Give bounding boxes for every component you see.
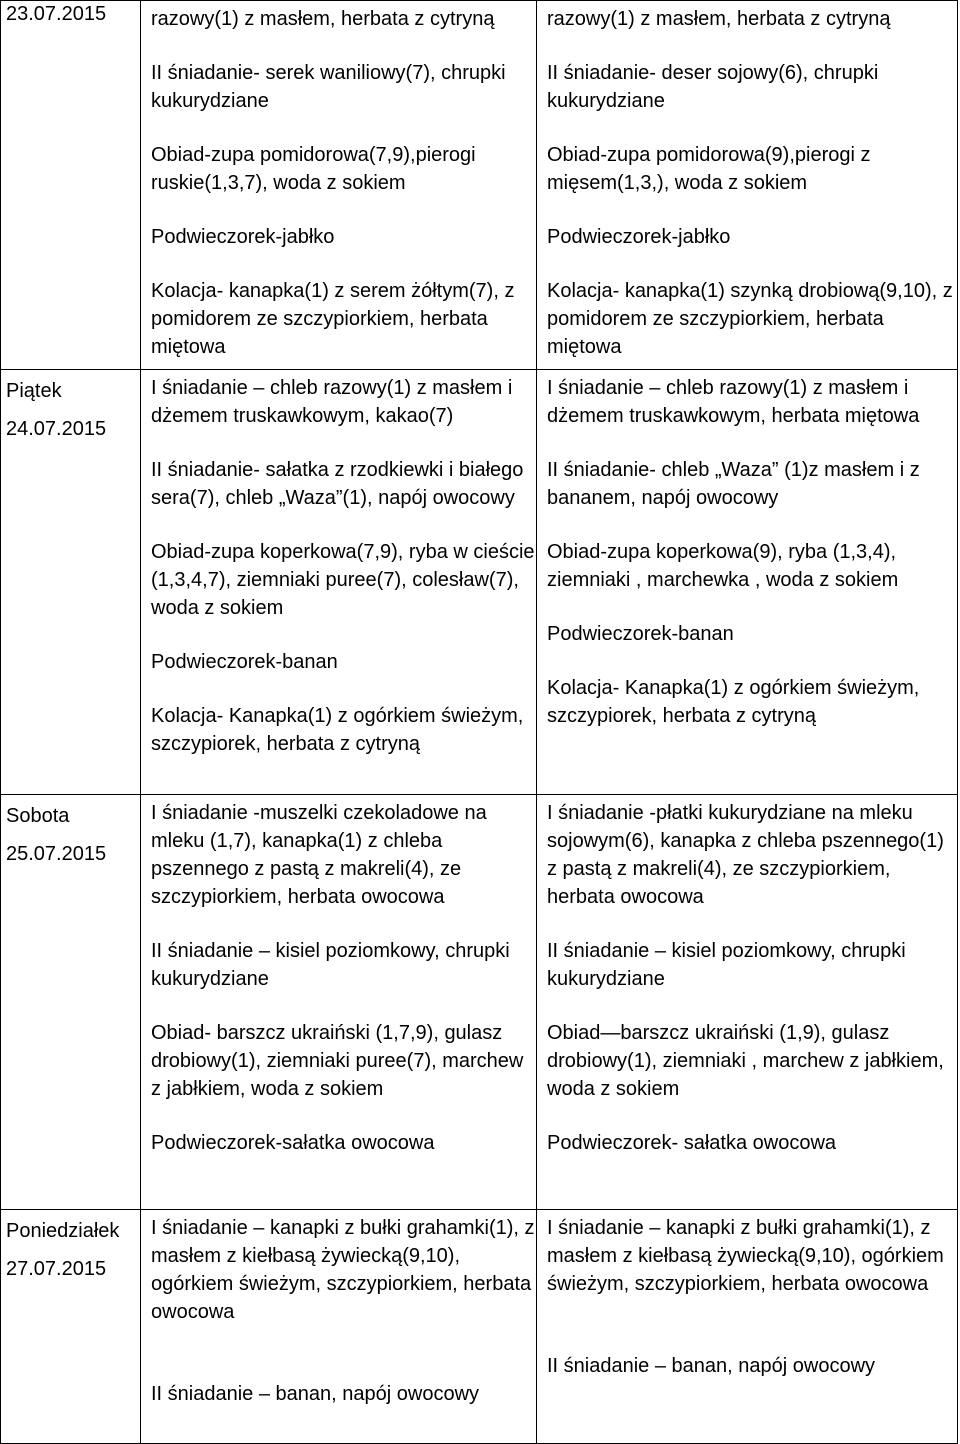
day-date: 23.07.2015 [6,3,107,25]
meals-column-a [141,1210,537,1444]
meal-item: I śniadanie -muszelki czekoladowe na mleku (1,7), kanapka(1) z chleba pszennego z pastą z makreli(4), ze szczypiorkiem, herbata owocowa [151,802,487,908]
menu-row-25-07 [1,795,958,1210]
day-date: 27.07.2015 [6,1258,107,1280]
meal-item: Obiad—barszcz ukraiński (1,9), gulasz drobiowy(1), ziemniaki , marchew z jabłkiem, woda z sokiem [547,1022,944,1100]
meal-item: Obiad-zupa koperkowa(9), ryba (1,3,4), ziemniaki , marchewka , woda z sokiem [547,541,899,591]
meals-column-a [141,795,537,1210]
day-date: 25.07.2015 [6,843,107,865]
day-name: Piątek [6,380,62,402]
meal-list [537,370,957,730]
meal-item: Podwieczorek-jabłko [547,226,731,248]
meal-list [537,795,957,1157]
meal-item: I śniadanie – chleb razowy(1) z masłem i dżemem truskawkowym, kakao(7) [151,377,513,427]
meal-list [141,795,536,1157]
meal-list [141,1210,536,1408]
day-cell [1,1210,141,1444]
day-cell [1,795,141,1210]
menu-row-23-07 [1,1,958,370]
meal-item: I śniadanie – chleb razowy(1) z masłem i dżemem truskawkowym, herbata miętowa [547,377,920,427]
meals-column-b [537,1210,958,1444]
meal-item: Podwieczorek-banan [151,651,338,673]
meal-item: I śniadanie – kanapki z bułki grahamki(1), z masłem z kiełbasą żywiecką(9,10), ogórkiem świeżym, szczypiorkiem, herbata owocowa [151,1217,535,1323]
day-name: Poniedziałek [6,1220,120,1242]
meal-item: Kolacja- Kanapka(1) z ogórkiem świeżym, szczypiorek, herbata z cytryną [547,677,920,727]
meal-item: Kolacja- kanapka(1) z serem żółtym(7), z pomidorem ze szczypiorkiem, herbata miętowa [151,280,515,358]
menu-row-27-07 [1,1210,958,1444]
meal-item: II śniadanie – banan, napój owocowy [547,1355,876,1377]
meal-item: Podwieczorek-jabłko [151,226,335,248]
meal-list [141,1,536,361]
meal-item: Podwieczorek-sałatka owocowa [151,1132,435,1154]
meal-item: Kolacja- Kanapka(1) z ogórkiem świeżym, szczypiorek, herbata z cytryną [151,705,524,755]
meals-column-a [141,370,537,795]
meal-item: II śniadanie- deser sojowy(6), chrupki kukurydziane [547,62,879,112]
day-cell [1,370,141,795]
meal-item: Obiad-zupa pomidorowa(7,9),pierogi ruskie(1,3,7), woda z sokiem [151,144,476,194]
meal-item: II śniadanie – banan, napój owocowy [151,1383,480,1405]
meal-item: razowy(1) z masłem, herbata z cytryną [151,8,495,30]
day-name: Sobota [6,805,70,827]
meals-column-a [141,1,537,370]
meal-list [141,370,536,758]
meal-list [537,1210,957,1380]
meal-item: Podwieczorek-banan [547,623,734,645]
meal-item: Podwieczorek- sałatka owocowa [547,1132,837,1154]
meals-column-b [537,795,958,1210]
meal-item: II śniadanie- sałatka z rzodkiewki i białego sera(7), chleb „Waza”(1), napój owocowy [151,459,524,509]
meal-item: Kolacja- kanapka(1) szynką drobiową(9,10), z pomidorem ze szczypiorkiem, herbata miętowa [547,280,953,358]
menu-row-24-07 [1,370,958,795]
meal-item: I śniadanie -płatki kukurydziane na mleku sojowym(6), kanapka z chleba pszennego(1) z pastą z makreli(4), ze szczypiorkiem, herbata owocowa [547,802,944,908]
day-date: 24.07.2015 [6,418,107,440]
meal-item: Obiad-zupa koperkowa(7,9), ryba w cieście (1,3,4,7), ziemniaki puree(7), colesław(7), woda z sokiem [151,541,535,619]
meal-item: Obiad-zupa pomidorowa(9),pierogi z mięsem(1,3,), woda z sokiem [547,144,871,194]
meal-item: II śniadanie- serek waniliowy(7), chrupki kukurydziane [151,62,506,112]
meals-column-b [537,1,958,370]
meal-list [537,1,957,361]
meal-item: Obiad- barszcz ukraiński (1,7,9), gulasz drobiowy(1), ziemniaki puree(7), marchew z jabłkiem, woda z sokiem [151,1022,524,1100]
meal-item: II śniadanie – kisiel poziomkowy, chrupki kukurydziane [547,940,906,990]
meal-item: I śniadanie – kanapki z bułki grahamki(1), z masłem z kiełbasą żywiecką(9,10), ogórkiem świeżym, szczypiorkiem, herbata owocowa [547,1217,944,1295]
meal-item: razowy(1) z masłem, herbata z cytryną [547,8,891,30]
meal-item: II śniadanie- chleb „Waza” (1)z masłem i z bananem, napój owocowy [547,459,920,509]
meal-item: II śniadanie – kisiel poziomkowy, chrupki kukurydziane [151,940,510,990]
day-cell [1,1,141,370]
meals-column-b [537,370,958,795]
